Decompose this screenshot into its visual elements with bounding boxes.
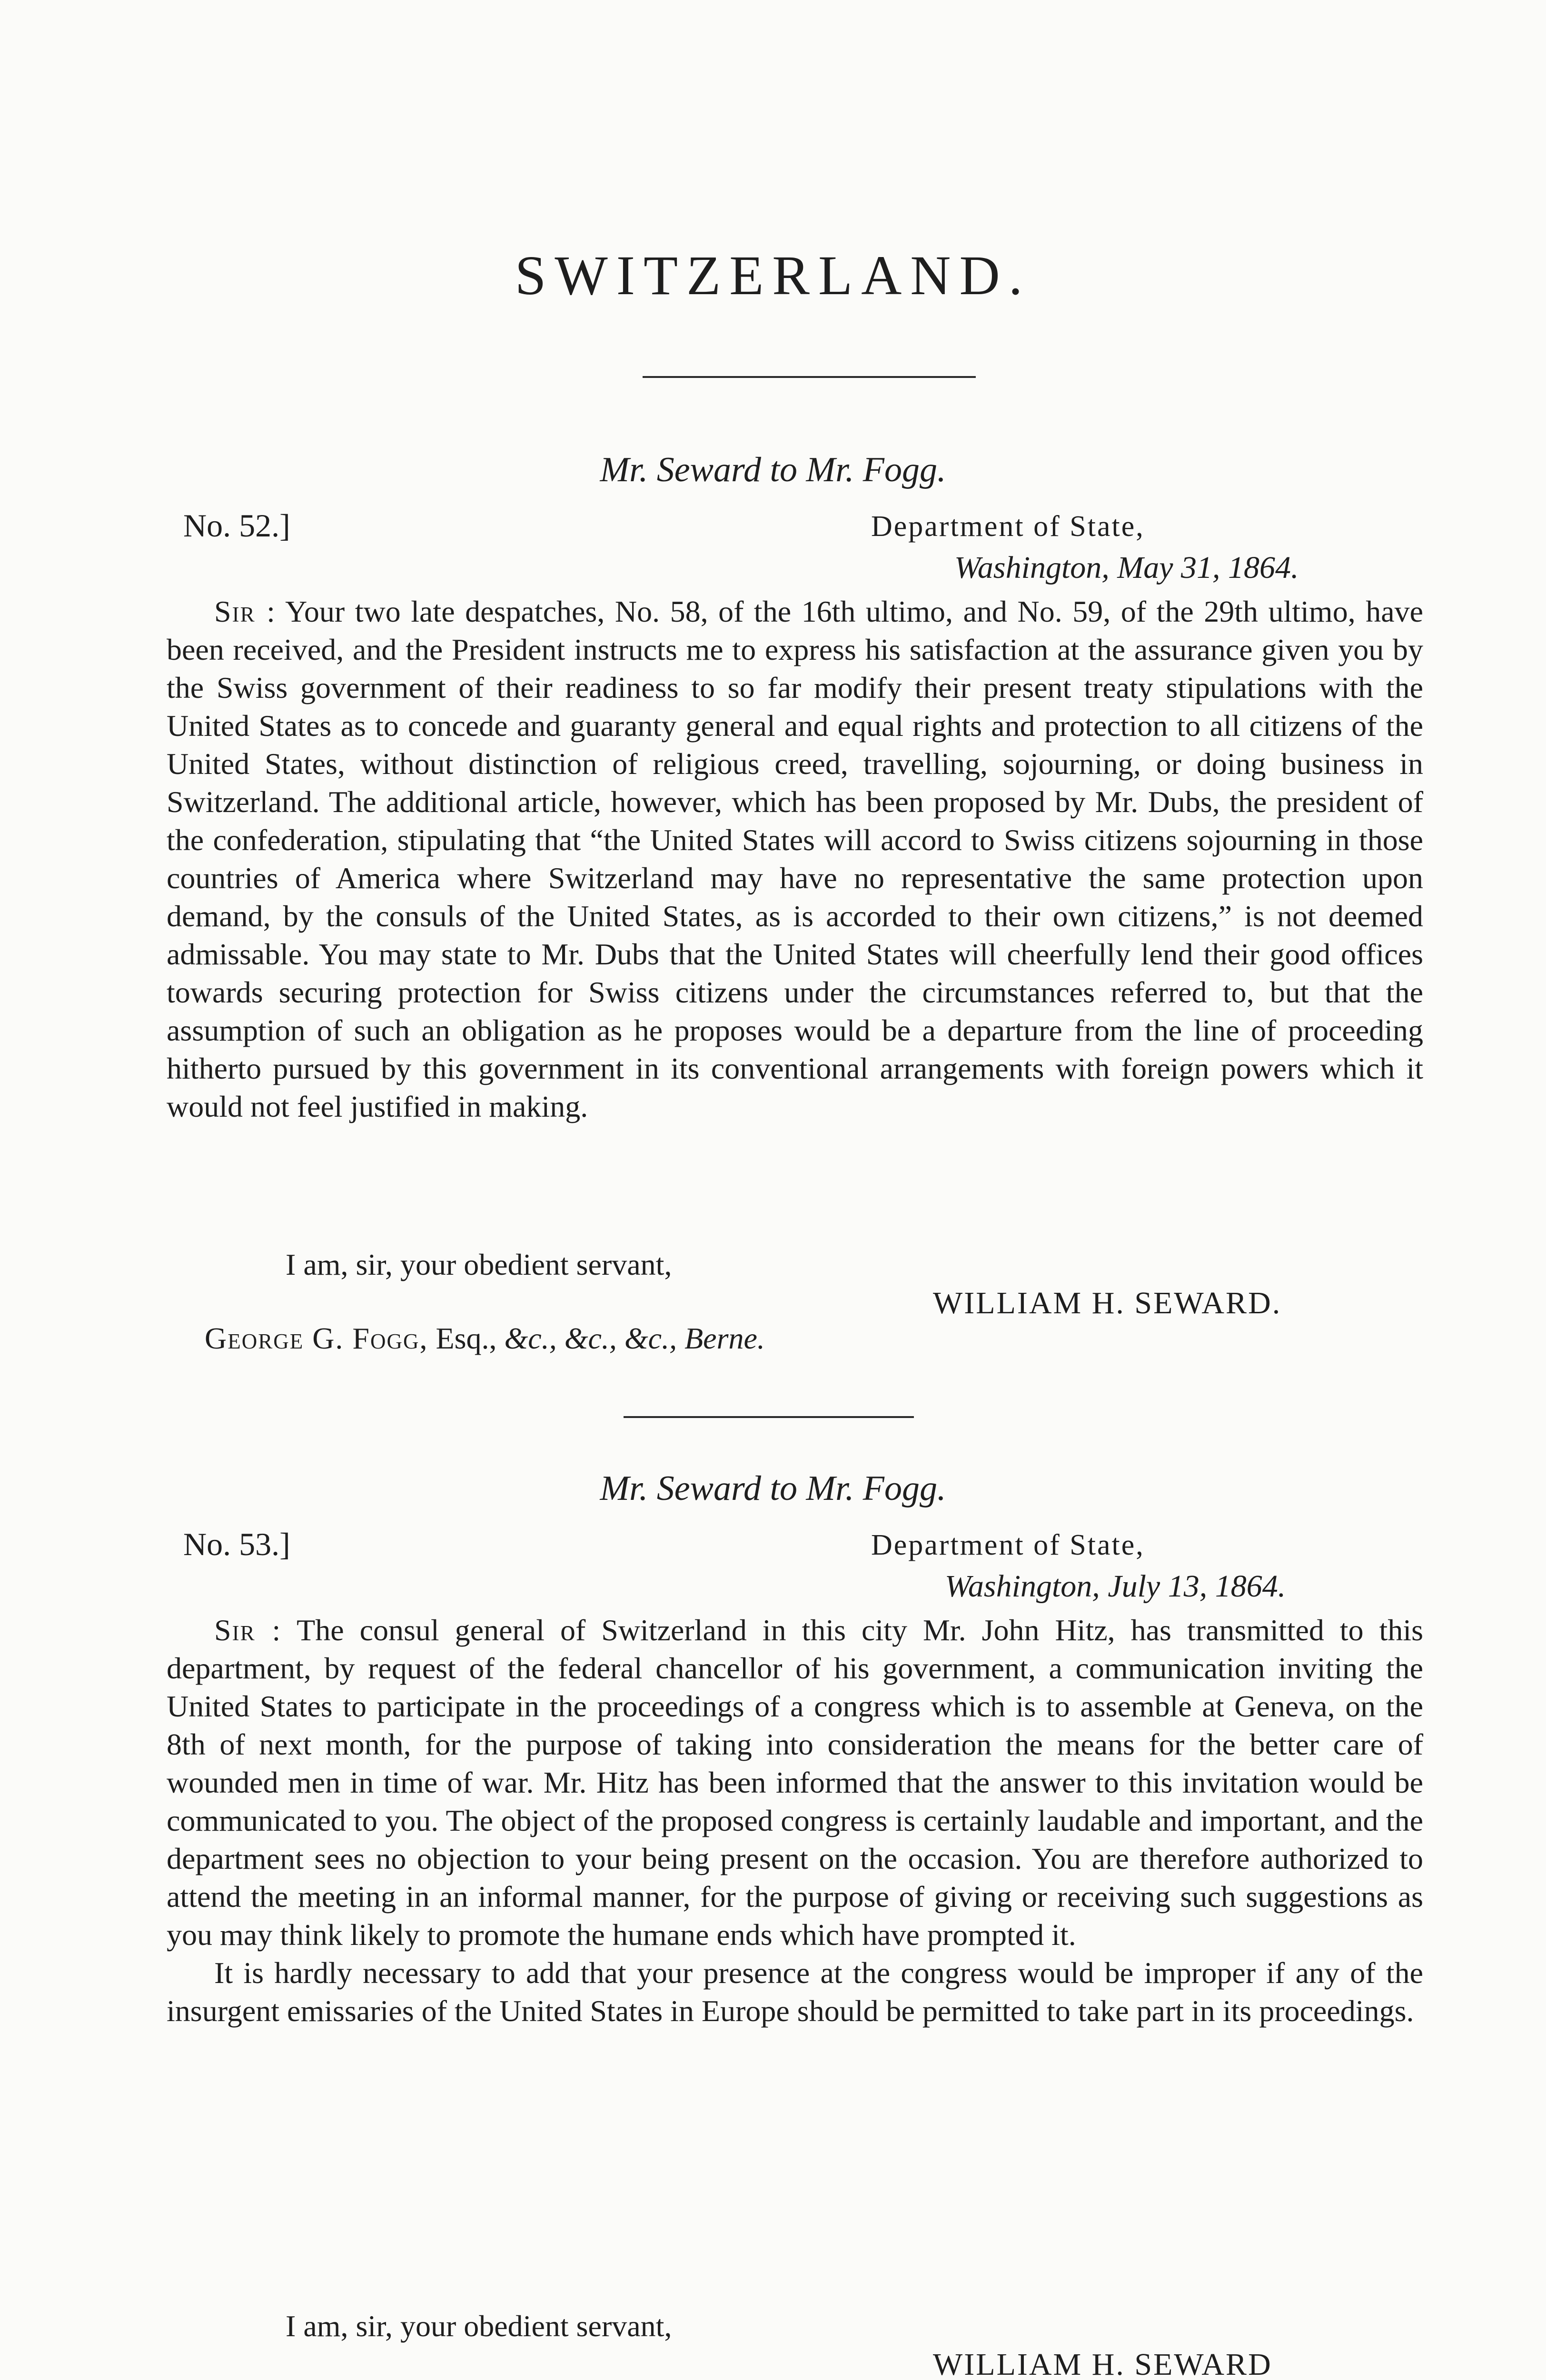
letter-2-paragraph-1-text: The consul general of Switzerland in this city Mr. John Hitz, has transmitted to this department, by request of the federal chancellor of his government, a communication inviting the United States to participate in the proceedings of a congress which is to assemble at Geneva, on the 8th of next month, for the purpose of taking into consideration the means for the better care of wounded men in time of war. Mr. Hitz has been informed that the answer to this invitation would be communicated to you. The object of the proposed congress is certainly laudable and important, and the department sees no objection to your being present on the occasion. You are therefore authorized to attend the meeting in an informal manner, for the purpose of giving or receiving such suggestions as you may think likely to promote the humane ends which have prompted it. <box>167 1613 1424 1952</box>
letter-2-place-date: Washington, July 13, 1864. <box>945 1569 1286 1604</box>
letter-2-department: Department of State, <box>871 1529 1145 1561</box>
letter-divider-rule <box>624 1416 914 1418</box>
letter-1-number: No. 52.] <box>183 507 290 544</box>
letter-2-body <box>167 1611 1423 2030</box>
letter-1-addressee-etc: &c., &c., &c., Berne. <box>504 1321 765 1355</box>
title-rule <box>643 376 976 378</box>
letter-1-salutation: Sir : <box>214 595 276 628</box>
letter-2-signature: WILLIAM H. SEWARD <box>933 2347 1272 2380</box>
letter-1-addressee-name: George G. Fogg, <box>205 1321 428 1355</box>
letter-1-signature: WILLIAM H. SEWARD. <box>933 1286 1282 1320</box>
letter-1-addressee-title: Esq., <box>436 1321 497 1355</box>
letter-1-place-date: Washington, May 31, 1864. <box>954 550 1299 585</box>
letter-1-closing: I am, sir, your obedient servant, <box>286 1248 672 1281</box>
letter-2-heading: Mr. Seward to Mr. Fogg. <box>600 1469 946 1508</box>
letter-2-salutation: Sir : <box>214 1613 282 1647</box>
letter-2-paragraph-1 <box>167 1611 1423 1954</box>
page-title: SWITZERLAND. <box>515 244 1031 307</box>
letter-2-number: No. 53.] <box>183 1526 290 1562</box>
letter-2-closing: I am, sir, your obedient servant, <box>286 2309 672 2343</box>
letter-1-body <box>167 593 1423 1126</box>
letter-1-heading: Mr. Seward to Mr. Fogg. <box>600 450 946 489</box>
letter-2-paragraph-2: It is hardly necessary to add that your presence at the congress would be improper if any of the insurgent emissaries of the United States in Europe should be permitted to take part in its proceedings. <box>167 1956 1423 2028</box>
letter-1-paragraph-1-text: Your two late despatches, No. 58, of the 16th ultimo, and No. 59, of the 29th ultimo, have been received, and the President instructs me to express his satisfaction at the assurance given you by the Swiss government of their readiness to so far modify their present treaty stipulations with the United States as to concede and guaranty general and equal rights and protection to all citizens of the United States, without distinction of religious creed, travelling, sojourning, or doing business in Switzerland. The additional article, however, which has been proposed by Mr. Dubs, the president of the confederation, stipulating that “the United States will accord to Swiss citizens sojourning in those countries of America where Switzerland may have no representative the same protection upon demand, by the consuls of the United States, as is accorded to their own citizens,” is not deemed admissable. You may state to Mr. Dubs that the United States will cheerfully lend their good offices towards securing protection for Swiss citizens under the circumstances referred to, but that the assumption of such an obligation as he proposes would be a departure from the line of proceeding hitherto pursued by this government in its conventional arrangements with foreign powers which it would not feel justified in making. <box>167 595 1424 1123</box>
letter-1-department: Department of State, <box>871 510 1145 543</box>
letter-1-addressee <box>205 1323 765 1354</box>
letter-1-paragraph-1 <box>167 593 1423 1126</box>
